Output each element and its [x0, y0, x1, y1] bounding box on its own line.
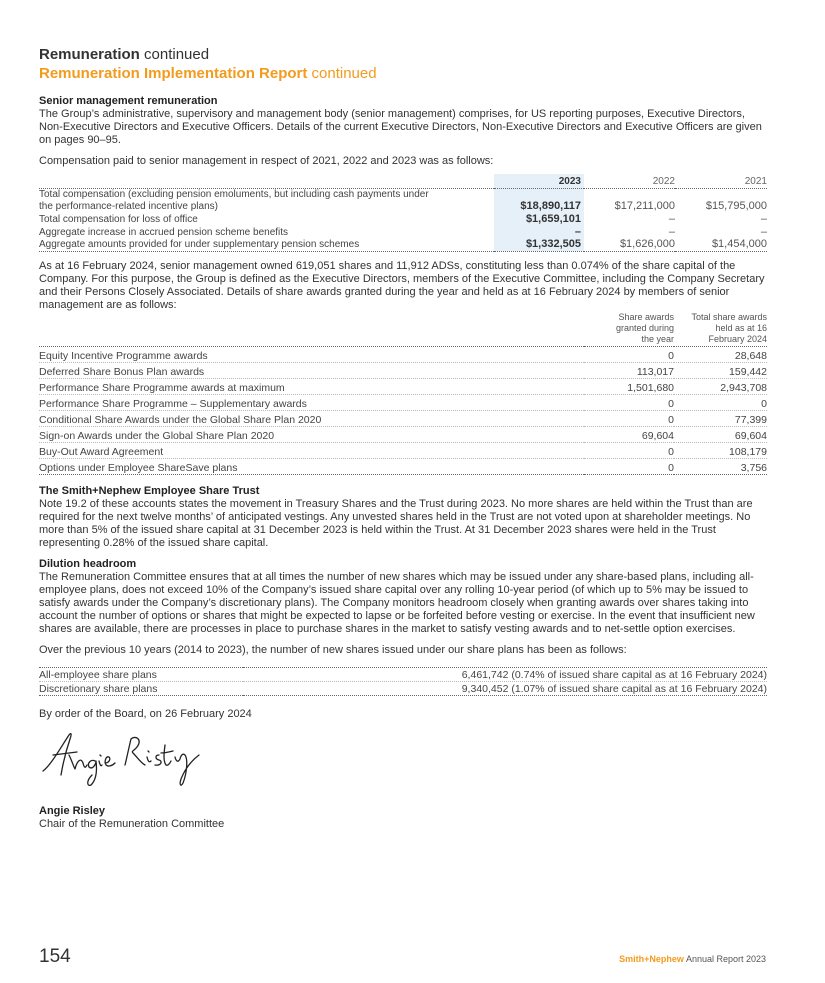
table-row: [39, 212, 767, 225]
granted-value: 0: [584, 410, 674, 426]
value-2023: $1,332,505: [494, 238, 584, 251]
granted-value: 0: [584, 394, 674, 410]
dilution-heading: Dilution headroom: [39, 557, 137, 570]
value-2022: –: [668, 225, 675, 238]
held-value: 159,442: [674, 362, 767, 378]
table-row: [39, 378, 767, 394]
table-row: [39, 238, 767, 251]
row-label: Total compensation (excluding pension emoluments, but including cash payments under the performance-related incentive plans): [39, 188, 494, 212]
table-row: [39, 188, 767, 212]
row-label: Aggregate amounts provided for under supplementary pension schemes: [39, 238, 494, 251]
col-header-2021: 2021: [675, 174, 767, 188]
col-header-2023: 2023: [494, 174, 584, 188]
col-header-granted: Share awards granted during the year: [615, 311, 674, 344]
value-2021: $1,454,000: [675, 238, 767, 251]
award-label: Performance Share Programme awards at maximum: [39, 378, 584, 394]
trust-paragraph: Note 19.2 of these accounts states the movement in Treasury Shares and the Trust during 2023. No more shares are held within the Trust than are required for the next twelve months’ of anticipated vestings. Any unvested shares held in the Trust are not voted upon at shareholder meetings. No more than 5% of the issued share capital at 31 December 2023 is held within the Trust. At 31 December 2023 shares were held in the Trust representing 0.28% of the issued share capital.: [39, 497, 753, 549]
table-row: [39, 667, 767, 681]
award-label: Deferred Share Bonus Plan awards: [39, 362, 584, 378]
plans-intro: Over the previous 10 years (2014 to 2023), the number of new shares issued under our share plans has been as follows:: [39, 643, 627, 656]
table-row: [39, 458, 767, 474]
row-label: Total compensation for loss of office: [39, 213, 198, 225]
value-2021: –: [760, 212, 767, 225]
granted-value: 69,604: [584, 426, 674, 442]
plan-value: 6,461,742 (0.74% of issued share capital as at 16 February 2024): [243, 667, 767, 681]
held-value: 0: [674, 394, 767, 410]
value-2022: –: [668, 212, 675, 225]
table-row: [39, 681, 767, 695]
col-header-held: Total share awards held as at 16 February 2024: [691, 311, 767, 344]
value-2023: –: [494, 225, 584, 238]
senior-mgmt-paragraph: The Group’s administrative, supervisory and management body (senior management) comprises, for US reporting purposes, Executive Directors, Non-Executive Directors and Executive Officers. Details of the current Executive Directors, Non-Executive Directors and Executive Officers are given on pages 90–95.: [39, 108, 762, 146]
col-header-2022: 2022: [584, 174, 675, 188]
held-value: 77,399: [674, 410, 767, 426]
signatory-name: Angie Risley: [39, 804, 106, 817]
award-label: Options under Employee ShareSave plans: [39, 458, 584, 474]
award-label: Buy-Out Award Agreement: [39, 442, 584, 458]
table-row: [39, 362, 767, 378]
award-label: Performance Share Programme – Supplementary awards: [39, 394, 584, 410]
value-2022: $17,211,000: [584, 188, 675, 212]
trust-heading: The Smith+Nephew Employee Share Trust: [39, 484, 260, 497]
table-row: [39, 225, 767, 238]
granted-value: 0: [584, 346, 674, 362]
granted-value: 113,017: [584, 362, 674, 378]
granted-value: 0: [584, 458, 674, 474]
held-value: 3,756: [674, 458, 767, 474]
granted-value: 1,501,680: [584, 378, 674, 394]
value-2023: $18,890,117: [494, 188, 584, 212]
table-row: [39, 410, 767, 426]
share-plans-table: [39, 667, 767, 696]
table-row: [39, 394, 767, 410]
signatory-role: Chair of the Remuneration Committee: [39, 817, 225, 830]
value-2021: –: [760, 225, 767, 238]
held-value: 69,604: [674, 426, 767, 442]
table-row: [39, 442, 767, 458]
row-label: Aggregate increase in accrued pension scheme benefits: [39, 226, 289, 238]
subtitle-bold: Remuneration Implementation Report: [39, 65, 308, 82]
footer-brand: [619, 954, 766, 964]
page-title: [39, 46, 767, 64]
award-label: Equity Incentive Programme awards: [39, 346, 584, 362]
board-order: By order of the Board, on 26 February 2024: [39, 707, 252, 720]
signature-area: [39, 721, 767, 791]
table-row: [39, 426, 767, 442]
page-content: [39, 46, 767, 831]
title-continued: continued: [144, 46, 210, 63]
page-number: 154: [39, 946, 71, 967]
plan-value: 9,340,452 (1.07% of issued share capital as at 16 February 2024): [243, 681, 767, 695]
held-value: 2,943,708: [674, 378, 767, 394]
value-2023: $1,659,101: [494, 212, 584, 225]
granted-value: 0: [584, 442, 674, 458]
held-value: 108,179: [674, 442, 767, 458]
award-label: Conditional Share Awards under the Global Share Plan 2020: [39, 410, 584, 426]
brand-name: Smith+Nephew: [619, 954, 684, 964]
compensation-intro: Compensation paid to senior management in respect of 2021, 2022 and 2023 was as follows:: [39, 155, 494, 167]
senior-mgmt-heading: Senior management remuneration: [39, 95, 218, 107]
title-bold: Remuneration: [39, 46, 140, 63]
held-value: 28,648: [674, 346, 767, 362]
report-name: Annual Report 2023: [685, 954, 766, 964]
value-2022: $1,626,000: [584, 238, 675, 251]
value-2021: $15,795,000: [675, 188, 767, 212]
compensation-table: [39, 174, 767, 252]
plan-label: Discretionary share plans: [39, 681, 243, 695]
award-label: Sign-on Awards under the Global Share Plan 2020: [39, 426, 584, 442]
plan-label: All-employee share plans: [39, 667, 243, 681]
page-subtitle: [39, 64, 767, 83]
table-row: [39, 346, 767, 362]
share-awards-table: [39, 312, 767, 475]
shares-paragraph: As at 16 February 2024, senior management owned 619,051 shares and 11,912 ADSs, constituting less than 0.074% of the share capital of the Company. For this purpose, the Group is defined as the Executive Directors, members of the Executive Committee, including the Company Secretary and their Persons Closely Associated. Details of share awards granted during the year and held as at 16 February 2024 by members of senior management are as follows:: [39, 259, 765, 311]
signature: [39, 725, 209, 793]
dilution-paragraph: The Remuneration Committee ensures that at all times the number of new shares which may be issued under any share-based plans, including all-employee plans, does not exceed 10% of the Company’s issued share capital over any rolling 10-year period (of which up to 5% may be issued to satisfy awards under the Company’s discretionary plans). The Company monitors headroom closely when granting awards over shares taking into account the number of options or shares that might be expected to lapse or be forfeited before vesting or exercise. In the event that insufficient new shares are available, there are processes in place to purchase shares in the market to satisfy vesting awards and to net-settle option exercises.: [39, 570, 755, 635]
subtitle-continued: continued: [311, 65, 377, 82]
